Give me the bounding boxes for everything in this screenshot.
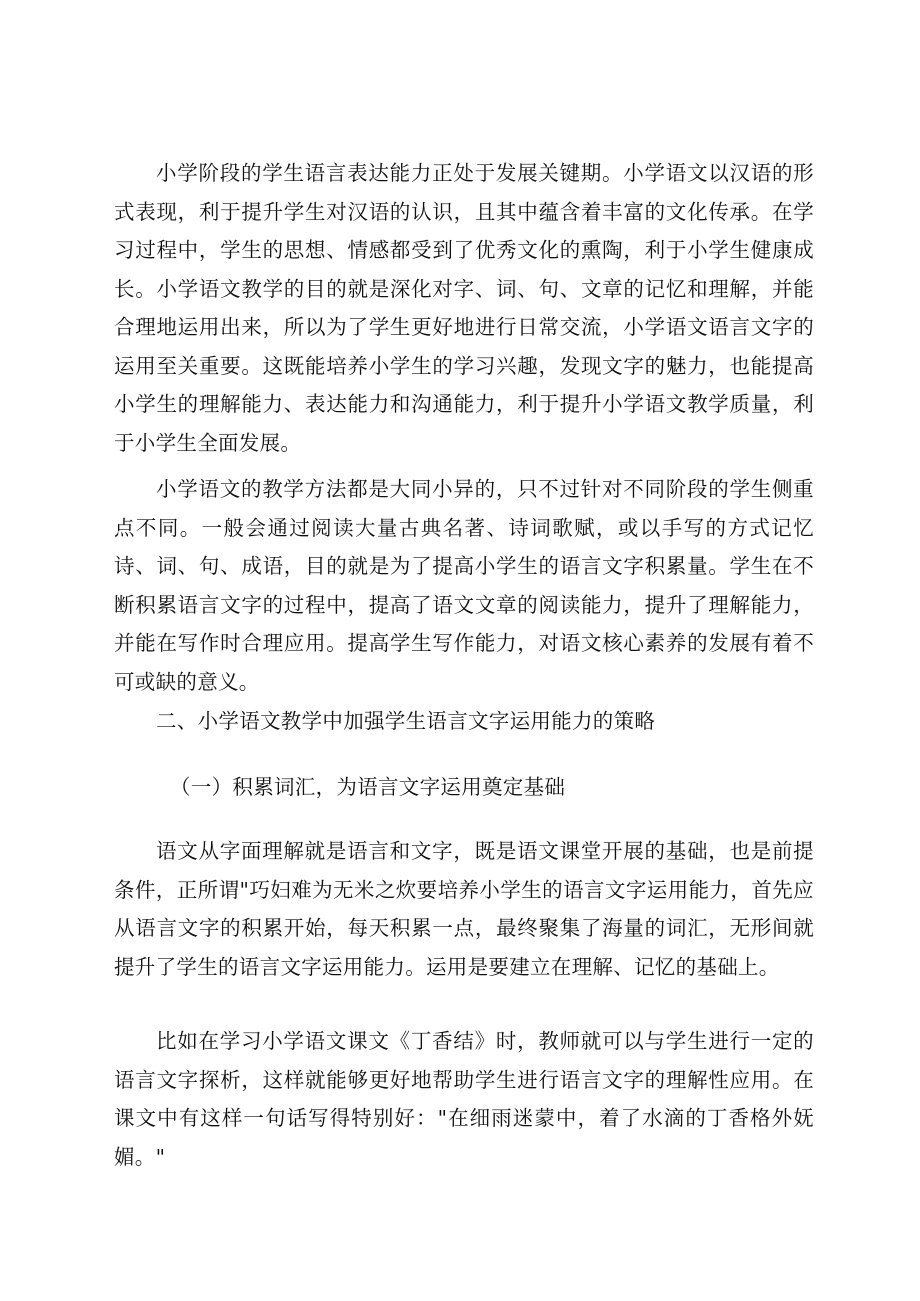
subsection-heading: （一）积累词汇，为语言文字运用奠定基础: [170, 775, 566, 799]
paragraph-teaching-methods: 小学语文的教学方法都是大同小异的，只不过针对不同阶段的学生侧重点不同。一般会通过阅读大量古典名著、诗词歌赋，或以手写的方式记忆诗、词、句、成语，目的就是为了提高小学生的语言文字积累量。学生在不断积累语言文字的过程中，提高了语文文章的阅读能力，提升了理解能力，并能在写作时合理应用。提高学生写作能力，对语文核心素养的发展有着不可或缺的意义。: [114, 477, 814, 694]
section-heading: 二、小学语文教学中加强学生语言文字运用能力的策略: [156, 709, 656, 733]
paragraph-intro: 小学阶段的学生语言表达能力正处于发展关键期。小学语文以汉语的形式表现，利于提升学生对汉语的认识，且其中蕴含着丰富的文化传承。在学习过程中，学生的思想、情感都受到了优秀文化的熏陶，利于小学生健康成长。小学语文教学的目的就是深化对字、词、句、文章的记忆和理解，并能合理地运用出来，所以为了学生更好地进行日常交流，小学语文语言文字的运用至关重要。这既能培养小学生的学习兴趣，发现文字的魅力，也能提高小学生的理解能力、表达能力和沟通能力，利于提升小学语文教学质量，利于小学生全面发展。: [114, 161, 814, 455]
paragraph-example: 比如在学习小学语文课文《丁香结》时，教师就可以与学生进行一定的语言文字探析，这样就能够更好地帮助学生进行语言文字的理解性应用。在课文中有这样一句话写得特别好："在细雨迷蒙中，着了水滴的丁香格外妩媚。": [114, 1029, 814, 1169]
paragraph-vocabulary: 语文从字面理解就是语言和文字，既是语文课堂开展的基础，也是前提条件，正所谓"巧妇难为无米之炊要培养小学生的语言文字运用能力，首先应从语言文字的积累开始，每天积累一点，最终聚集了海量的词汇，无形间就提升了学生的语言文字运用能力。运用是要建立在理解、记忆的基础上。: [114, 839, 814, 979]
